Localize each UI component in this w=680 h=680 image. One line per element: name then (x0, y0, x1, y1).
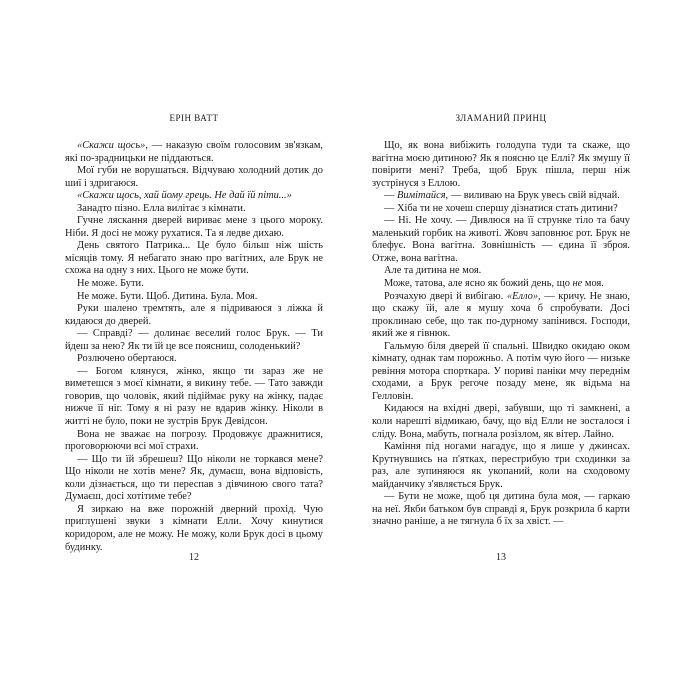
right-page-text (372, 140, 630, 529)
paragraph (65, 328, 323, 353)
paragraph (372, 190, 630, 203)
text-run: Гучне ляскання дверей вириває мене з цього мороку. Ніби. Я досі не можу рухатися. Та я ледве дихаю. (65, 215, 323, 239)
paragraph (65, 190, 323, 203)
text-run: Не може. Бути. Щоб. Дитина. Була. Моя. (77, 290, 258, 302)
text-run: День святого Патрика... Це було більш ніж шість місяців тому. Я небагато знаю про вагітних, але Брук не схожа на одну з них. Цього не може бути. (65, 240, 323, 277)
paragraph (65, 366, 323, 429)
paragraph (65, 454, 323, 504)
text-run: — (384, 190, 397, 202)
text-run: — Богом клянуся, жінко, якщо ти зараз же не виметешся з моєї кімнати, я викину тебе. — Тато завжди говорив, що чоловік, який підіймає руку на жінку, падає нижче її ніг. Тому я ні разу не вдарив жінку. Ніколи в житті не було, поки не зустрів Брук Девідсон. (65, 365, 323, 428)
page-number-left: 12 (189, 552, 199, 563)
paragraph (372, 341, 630, 404)
paragraph (65, 240, 323, 278)
text-run: , — кричу. Не знаю, що скажу їй, але я мушу хоча б спробувати. Досі проклинаю себе, що так по-дурному запінився. Господи, який же я гівнюк. (372, 290, 630, 340)
text-run: Кидаюся на вхідні двері, забувши, що ті замкнені, а коли нарешті відмикаю, бачу, що від Елли не зосталося і сліду. Вона, мабуть, погнала розізлом, як вітер. Лайно. (372, 403, 630, 440)
running-header-left: ЕРІН ВАТТ (169, 113, 219, 123)
italic-text: «Елло» (506, 290, 539, 302)
text-run: Що, як вона вибіжить голодупа туди та скаже, що вагітна моєю дитиною? Як я поясню це Еллі? Як змушу її повірити мені? Треба, щоб Брук пішла, перш ніж зустрінуся з Еллою. (372, 140, 630, 189)
paragraph (65, 203, 323, 216)
left-page-text (65, 140, 323, 554)
text-run: Я зиркаю на вже порожній дверний прохід. Чую приглушені звуки з кімнати Елли. Хочу кинутися коридором, але не можу. Не можу, коли Брук досі в цьому будинку. (65, 503, 323, 553)
paragraph (65, 504, 323, 554)
italic-text: «Скажи щось, хай йому грець. Не дай їй піти...» (77, 190, 292, 202)
paragraph (372, 215, 630, 265)
italic-text: не (572, 278, 583, 290)
paragraph (372, 278, 630, 291)
text-run: Може, татова, але ясно як божий день, що (384, 278, 573, 290)
paragraph (65, 215, 323, 240)
text-run: — Що ти їй збрешеш? Що ніколи не торкався мене? Що ніколи не хотів мене? Як, думаєш, вона відповість, коли дізнається, що ти переспав з дівчиною свого тата? Думаєш, досі хотітиме тебе? (65, 453, 323, 503)
page-number-right: 13 (496, 552, 506, 563)
text-run: Розчахую двері й вибігаю. (384, 290, 507, 302)
text-run: Руки шалено тремтять, але я підриваюся з ліжка й кидаюся до дверей. (65, 303, 323, 327)
paragraph (65, 303, 323, 328)
text-run: — Бути не може, щоб ця дитина була моя, — гаркаю на неї. Якби батьком був справді я, Брук розкрила б карти значно раніше, а не тягнула б їх за хвіст. — (372, 491, 630, 528)
paragraph (372, 291, 630, 341)
text-run: Мої губи не ворушаться. Відчуваю холодний дотик до шиї і здригаюся. (65, 165, 323, 189)
text-run: — Справді? — долинає веселий голос Брук. — Ти йдеш за нею? Як ти їй це все поясниш, солоденький? (65, 328, 323, 352)
paragraph (372, 491, 630, 529)
paragraph (65, 291, 323, 304)
text-run: Гальмую біля дверей її спальні. Швидко окидаю оком кімнату, однак там порожньо. А потім чую його — низьке ревіння мотора спорткара. У пориві паніки мчу переднім сходами, а Брук регоче позаду мене, як відьма на Гелловін. (372, 340, 630, 402)
paragraph (372, 441, 630, 491)
text-run: , — виливаю на Брук увесь свій відчай. (445, 190, 620, 202)
paragraph (65, 429, 323, 454)
paragraph (372, 140, 630, 190)
text-run: Але та дитина не моя. (384, 265, 482, 277)
text-run: Не може. Бути. (77, 278, 144, 290)
text-run: Занадто пізно. Елла вилітає з кімнати. (77, 202, 246, 214)
paragraph (65, 353, 323, 366)
paragraph (65, 278, 323, 291)
paragraph (372, 403, 630, 441)
italic-text: «Скажи щось» (77, 140, 146, 151)
text-run: , — наказую своїм голосовим зв'язкам, які по-зрадницьки не піддаються. (65, 140, 323, 164)
paragraph (372, 265, 630, 278)
text-run: моя. (582, 278, 604, 290)
italic-text: Вимітайся (397, 190, 446, 202)
paragraph (372, 203, 630, 216)
text-run: Розлючено обертаюся. (77, 353, 177, 365)
running-header-right: ЗЛАМАНИЙ ПРИНЦ (455, 113, 547, 123)
text-run: — Ні. Не хочу. — Дивлюся на її струнке тіло та бачу маленький горбик на животі. Жовч заповнює рот. Брук не блефує. Вона вагітна. Зовнішність — єдина її зброя. Отже, вона вагітна. (372, 215, 630, 264)
paragraph (65, 165, 323, 190)
paragraph (65, 140, 323, 165)
text-run: — Хіба ти не хочеш спершу дізнатися стать дитини? (384, 202, 618, 214)
text-run: Каміння під ногами нагадує, що я лише у джинсах. Крутнувшись на п'ятках, перестрибую три сходинки за раз, але зупиняюся як укопаний, коли на сходовому майданчику з'являється Брук. (372, 441, 630, 490)
text-run: Вона не зважає на погрозу. Продовжує дражнитися, проговорюючи всі мої страхи. (65, 428, 323, 453)
